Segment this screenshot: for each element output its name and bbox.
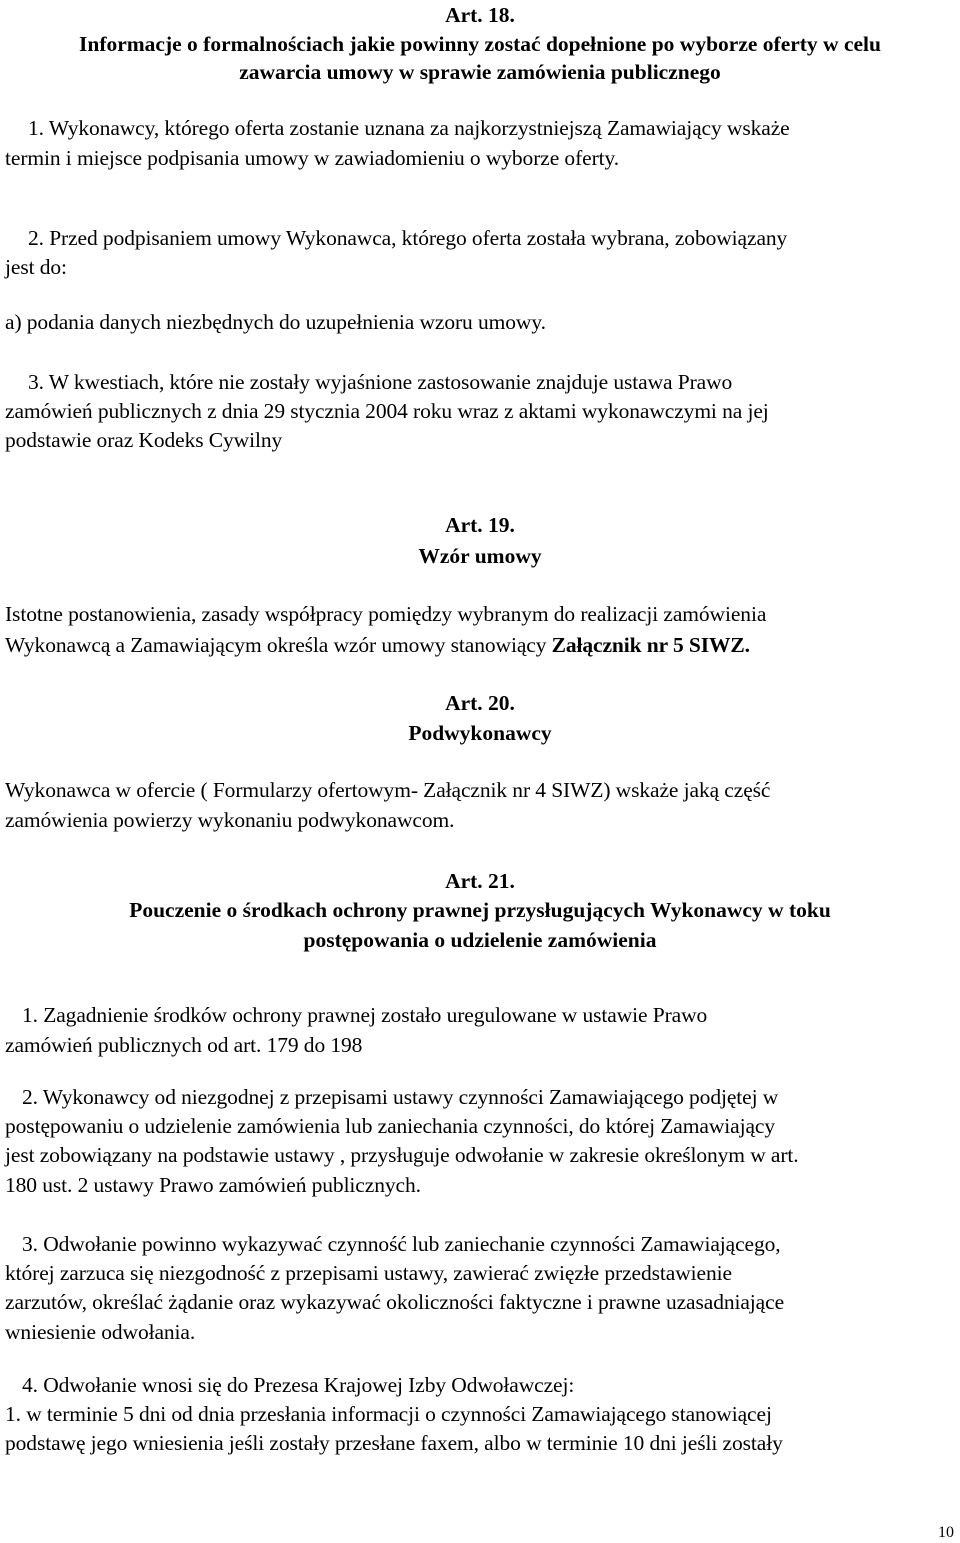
art18-p2-line1: 2. Przed podpisaniem umowy Wykonawca, którego oferta została wybrana, zobowiązany (28, 226, 788, 250)
art21-title-line1: Pouczenie o środkach ochrony prawnej przysługujących Wykonawcy w toku (129, 898, 831, 922)
art21-heading: Art. 21. (445, 869, 515, 893)
art21-title-line2: postępowania o udzielenie zamówienia (303, 928, 657, 952)
art20-heading: Art. 20. (445, 691, 515, 715)
art21-p2-line2: postępowaniu o udzielenie zamówienia lub zaniechania czynności, do której Zamawiający (5, 1114, 775, 1138)
art20-p1-line2: zamówienia powierzy wykonaniu podwykonawcom. (5, 808, 455, 832)
art21-p2-line1: 2. Wykonawcy od niezgodnej z przepisami ustawy czynności Zamawiającego podjętej w (22, 1085, 779, 1109)
art21-p2-line3: jest zobowiązany na podstawie ustawy , przysługuje odwołanie w zakresie określonym w art. (5, 1143, 799, 1167)
art18-p1-line2: termin i miejsce podpisania umowy w zawiadomieniu o wyborze oferty. (5, 146, 620, 170)
art21-p3-line4: wniesienie odwołania. (5, 1320, 196, 1344)
art21-p4-item1-line2: podstawę jego wniesienia jeśli zostały przesłane faxem, albo w terminie 10 dni jeśli zostały (5, 1431, 783, 1455)
art20-title: Podwykonawcy (408, 721, 552, 745)
art18-p2-line2: jest do: (5, 255, 67, 279)
art19-heading: Art. 19. (445, 513, 515, 537)
art18-p3-line2: zamówień publicznych z dnia 29 stycznia 2004 roku wraz z aktami wykonawczymi na jej (5, 399, 769, 423)
art21-p4-item1-line1: 1. w terminie 5 dni od dnia przesłania informacji o czynności Zamawiającego stanowiącej (5, 1402, 772, 1426)
art18-title-line1: Informacje o formalnościach jakie powinny zostać dopełnione po wyborze oferty w celu (79, 32, 881, 56)
art18-p1-line1: 1. Wykonawcy, którego oferta zostanie uznana za najkorzystniejszą Zamawiający wskaże (28, 116, 790, 140)
art21-p2-line4: 180 ust. 2 ustawy Prawo zamówień publicznych. (5, 1173, 421, 1197)
art20-p1-line1: Wykonawca w ofercie ( Formularzy ofertowym- Załącznik nr 4 SIWZ) wskaże jaką część (5, 778, 771, 802)
page-number: 10 (938, 1524, 954, 1541)
art18-title-line2: zawarcia umowy w sprawie zamówienia publicznego (239, 60, 721, 84)
art18-p3-line3: podstawie oraz Kodeks Cywilny (5, 428, 283, 452)
art19-p1-line2 (5, 632, 750, 658)
art21-p3-line1: 3. Odwołanie powinno wykazywać czynność lub zaniechanie czynności Zamawiającego, (22, 1232, 781, 1256)
art21-p3-line3: zarzutów, określać żądanie oraz wykazywać okoliczności faktyczne i prawne uzasadniające (5, 1290, 785, 1314)
art21-p1-line2: zamówień publicznych od art. 179 do 198 (5, 1033, 363, 1057)
art19-title: Wzór umowy (418, 544, 542, 568)
art19-p1-line1: Istotne postanowienia, zasady współpracy pomiędzy wybranym do realizacji zamówienia (5, 602, 767, 626)
art21-p4-line1: 4. Odwołanie wnosi się do Prezesa Krajowej Izby Odwoławczej: (22, 1373, 575, 1397)
art19-p1-line2-text: Wykonawcą a Zamawiającym określa wzór umowy stanowiący (5, 633, 552, 657)
art18-p3-line1: 3. W kwestiach, które nie zostały wyjaśnione zastosowanie znajduje ustawa Prawo (28, 370, 733, 394)
art18-heading: Art. 18. (445, 3, 515, 27)
attachment-5-reference: Załącznik nr 5 SIWZ. (551, 633, 750, 657)
art21-p1-line1: 1. Zagadnienie środków ochrony prawnej zostało uregulowane w ustawie Prawo (22, 1003, 708, 1027)
art21-p3-line2: której zarzuca się niezgodność z przepisami ustawy, zawierać zwięzłe przedstawienie (5, 1261, 732, 1285)
art18-p2-item-a: a) podania danych niezbędnych do uzupełnienia wzoru umowy. (5, 310, 546, 334)
